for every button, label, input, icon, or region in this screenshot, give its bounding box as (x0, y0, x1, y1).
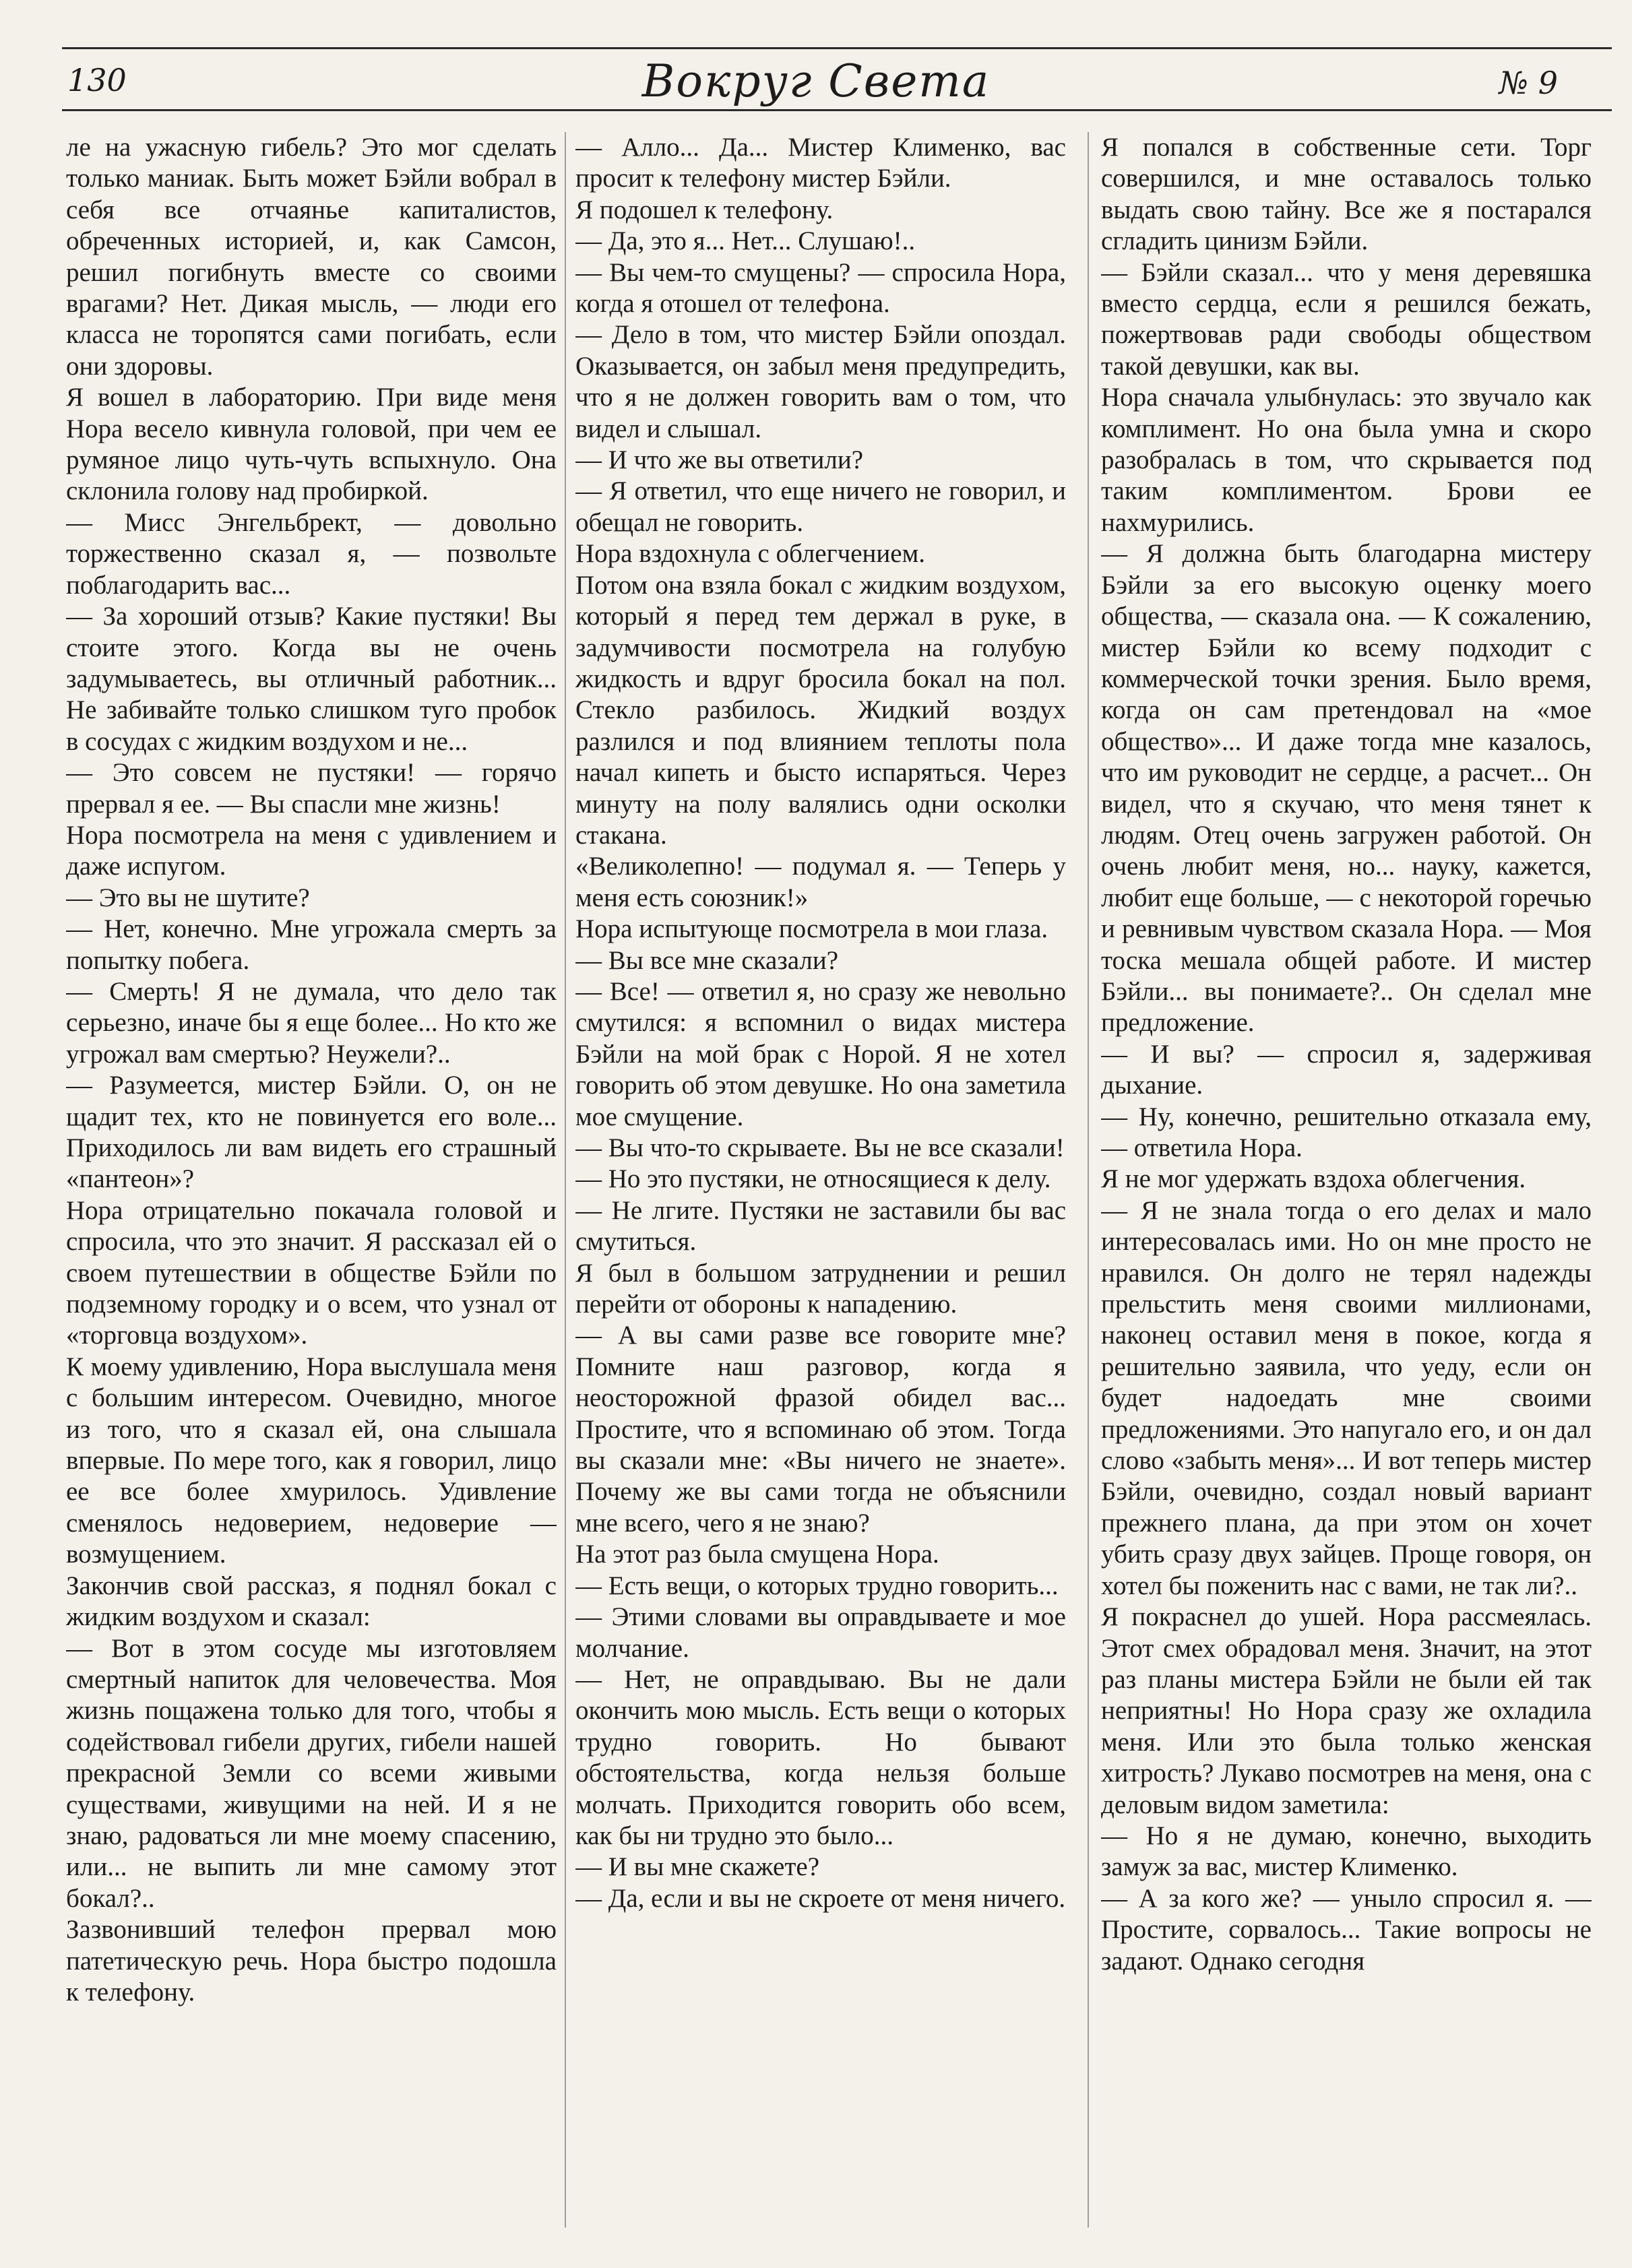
paragraph: — Я не знала тогда о его делах и мало интересовалась ими. Но он мне просто не нравился. Он долго не терял надежды прельстить меня своими миллионами, наконец оставил меня в покое, когда я решительно заявила, что уеду, если он будет надоедать мне своими предложениями. Это напугало его, и он дал слово «забыть меня»... И вот теперь мистер Бэйли, очевидно, создал новый вариант прежнего плана, да при этом он хочет убить сразу двух зайцев. Проще говоря, он хотел бы поженить нас с вами, не так ли?.. (1101, 1195, 1592, 1600)
paragraph: — Дело в том, что мистер Бэйли опоздал. Оказывается, он забыл меня предупредить, что я не должен говорить вам о том, что видел и слышал. (575, 320, 1066, 443)
paragraph: Нора сначала улыбнулась: это звучало как комплимент. Но она была умна и скоро разобралась в том, что скрывается под таким комплиментом. Брови ее нахмурились. (1101, 383, 1592, 537)
column-divider (565, 132, 566, 2228)
paragraph: — И что же вы ответили? (575, 445, 864, 475)
paragraph: — Нет, не оправдываю. Вы не дали окончить мою мысль. Есть вещи о которых трудно говорить. Но бывают обстоятельства, когда нельзя больше молчать. Приходится говорить обо всем, как бы ни трудно это было... (575, 1664, 1066, 1850)
header-bottom-rule (62, 109, 1612, 111)
paragraph: — Смерть! Я не думала, что дело так серьезно, иначе бы я еще более... Но кто же угрожал вам смертью? Неужели?.. (66, 976, 557, 1069)
paragraph: — Разумеется, мистер Бэйли. О, он не щадит тех, кто не повинуется его воле... Приходилось ли вам видеть его страшный «пантеон»? (66, 1071, 557, 1194)
paragraph: Закончив свой рассказ, я поднял бокал с жидким воздухом и сказал: (66, 1571, 557, 1632)
paragraph: — Бэйли сказал... что у меня деревяшка вместо сердца, если я решился бежать, пожертвовав ради свободы обществом такой девушки, как вы. (1101, 257, 1592, 381)
page-number: 130 (67, 62, 127, 98)
paragraph: — Да, если и вы не скроете от меня ничего. (575, 1883, 1066, 1913)
paragraph: — Это совсем не пустяки! — горячо прервал я ее. — Вы спасли мне жизнь! (66, 758, 557, 819)
paragraph: — А вы сами разве все говорите мне? Помните наш разговор, когда я неосторожной фразой обидел вас... Простите, что я вспоминаю об этом. Тогда вы сказали мне: «Вы ничего не знаете». Почему же вы сами тогда не объяснили мне всего, чего я не знаю? (575, 1321, 1066, 1538)
paragraph: — Но я не думаю, конечно, выходить замуж за вас, мистер Клименко. (1101, 1821, 1592, 1882)
paragraph: — Но это пустяки, не относящиеся к делу. (575, 1164, 1051, 1194)
paragraph: Я подошел к телефону. (575, 195, 834, 224)
paragraph: Я был в большом затруднении и решил перейти от обороны к нападению. (575, 1258, 1066, 1319)
paragraph: — Это вы не шутите? (66, 883, 310, 912)
paragraph: — Алло... Да... Мистер Клименко, вас просит к телефону мистер Бэйли. (575, 133, 1066, 193)
paragraph: Потом она взяла бокал с жидким воздухом, который я перед тем держал в руке, в задумчивости посмотрела на голубую жидкость и вдруг бросила бокал на пол. Стекло разбилось. Жидкий воздух разлился и под влиянием теплоты пола начал кипеть и бысто испаряться. Через минуту на полу валялись одни осколки стакана. (575, 570, 1066, 850)
paragraph: — За хороший отзыв? Какие пустяки! Вы стоите этого. Когда вы не очень задумываетесь, вы отличный работник... Не забивайте только слишком туго пробок в сосудах с жидким воздухом и не... (66, 602, 557, 756)
text-column-3 (1101, 132, 1592, 2234)
paragraph: Зазвонивший телефон прервал мою патетическую речь. Нора быстро подошла к телефону. (66, 1915, 557, 2007)
paragraph: — Есть вещи, о которых трудно говорить... (575, 1571, 1059, 1600)
paragraph: — Все! — ответил я, но сразу же невольно смутился: я вспомнил о видах мистера Бэйли на мой брак с Норой. Я не хотел говорить об этом девушке. Но она заметила мое смущение. (575, 976, 1066, 1131)
paragraph: На этот раз была смущена Нора. (575, 1540, 939, 1569)
paragraph: Нора отрицательно покачала головой и спросила, что это значит. Я рассказал ей о своем путешествии в обществе Бэйли по подземному городку и о всем, что узнал от «торговца воздухом». (66, 1195, 557, 1350)
paragraph: — Да, это я... Нет... Слушаю!.. (575, 226, 916, 256)
paragraph: — И вы мне скажете? (575, 1852, 820, 1882)
header-top-rule (62, 47, 1612, 49)
paragraph: — Нет, конечно. Мне угрожала смерть за попытку побега. (66, 914, 557, 975)
paragraph: — Я ответил, что еще ничего не говорил, и обещал не говорить. (575, 476, 1066, 537)
paragraph: К моему удивлению, Нора выслушала меня с большим интересом. Очевидно, многое из того, что я сказал ей, она слышала впервые. По мере того, как я говорил, лицо ее все более хмурилось. Удивление сменялось недоверием, недоверие — возмущением. (66, 1352, 557, 1569)
paragraph: Я не мог удержать вздоха облегчения. (1101, 1164, 1526, 1194)
paragraph: — Вы все мне сказали? (575, 945, 839, 975)
text-column-2 (575, 132, 1066, 2234)
paragraph: Нора посмотрела на меня с удивлением и даже испугом. (66, 820, 557, 881)
paragraph: — Этими словами вы оправдываете и мое молчание. (575, 1602, 1066, 1663)
paragraph: — Вы чем-то смущены? — спросила Нора, когда я отошел от телефона. (575, 257, 1066, 319)
paragraph: Я покраснел до ушей. Нора рассмеялась. Этот смех обрадовал меня. Значит, на этот раз планы мистера Бэйли не были ей так неприятны! Но Нора сразу же охладила меня. Или это была только женская хитрость? Лукаво посмотрев на меня, она с деловым видом заметила: (1101, 1602, 1592, 1819)
column-divider (1088, 132, 1089, 2228)
paragraph: — И вы? — спросил я, задерживая дыхание. (1101, 1039, 1592, 1100)
paragraph: «Великолепно! — подумал я. — Теперь у меня есть союзник!» (575, 852, 1066, 912)
text-column-1 (66, 132, 557, 2234)
paragraph: — Мисс Энгельбрект, — довольно торжественно сказал я, — позвольте поблагодарить вас... (66, 507, 557, 600)
issue-number: № 9 (1499, 65, 1558, 101)
paragraph: — Ну, конечно, решительно отказала ему, — ответила Нора. (1101, 1102, 1592, 1162)
magazine-title: Вокруг Света (641, 55, 991, 107)
paragraph: — Вот в этом сосуде мы изготовляем смертный напиток для человечества. Моя жизнь пощажена только для того, чтобы я содействовал гибели других, гибели нашей прекрасной Земли со всеми живыми существами, живущими на ней. И я не знаю, радоваться ли мне моему спасению, или... не выпить ли мне самому этот бокал?.. (66, 1633, 557, 1913)
paragraph: Я вошел в лабораторию. При виде меня Нора весело кивнула головой, при чем ее румяное лицо чуть-чуть вспыхнуло. Она склонила голову над пробиркой. (66, 383, 557, 506)
paragraph: — А за кого же? — уныло спросил я. — Простите, сорвалось... Такие вопросы не задают. Однако сегодня (1101, 1883, 1592, 1976)
paragraph: ле на ужасную гибель? Это мог сделать только маниак. Быть может Бэйли вобрал в себя все отчаянье капиталистов, обреченных историей, и, как Самсон, решил погибнуть вместе со своими врагами? Нет. Дикая мысль, — люди его класса не торопятся сами погибать, если они здоровы. (66, 133, 557, 381)
paragraph: Нора вздохнула с облегчением. (575, 539, 925, 569)
paragraph: Я попался в собственные сети. Торг совершился, и мне оставалось только выдать свою тайну. Все же я постарался сгладить цинизм Бэйли. (1101, 133, 1592, 256)
paragraph: Нора испытующе посмотрела в мои глаза. (575, 914, 1048, 944)
paragraph: — Не лгите. Пустяки не заставили бы вас смутиться. (575, 1195, 1066, 1257)
paragraph: — Вы что-то скрываете. Вы не все сказали! (575, 1133, 1065, 1162)
paragraph: — Я должна быть благодарна мистеру Бэйли за его высокую оценку моего общества, — сказала она. — К сожалению, мистер Бэйли ко всему подходит с коммерческой точки зрения. Было время, когда он сам претендовал на «мое общество»... И даже тогда мне казалось, что им руководит не сердце, а расчет... Он видел, что я скучаю, что меня тянет к людям. Отец очень загружен работой. Он очень любит меня, но... науку, кажется, любит еще больше, — с некоторой горечью и ревнивым чувством сказала Нора. — Моя тоска мешала общей работе. И мистер Бэйли... вы понимаете?.. Он сделал мне предложение. (1101, 539, 1592, 1038)
